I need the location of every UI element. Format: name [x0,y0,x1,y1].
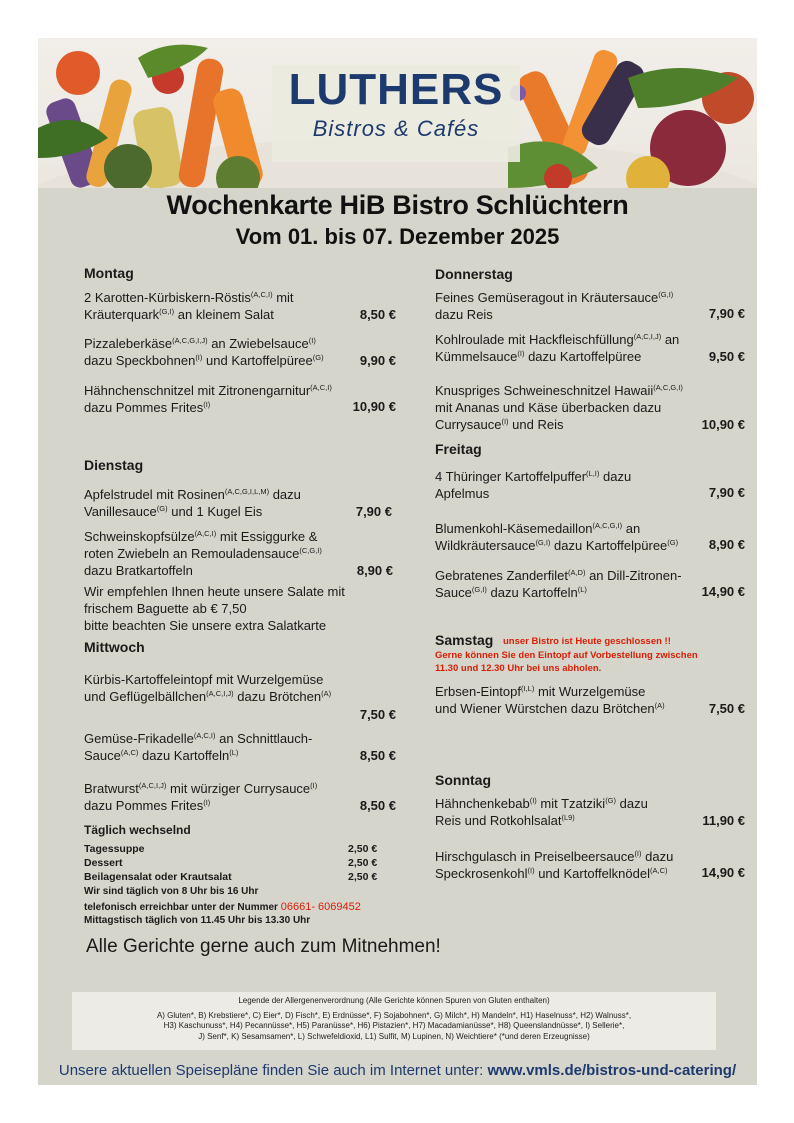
dish-dienstag-2: Schweinskopfsülze$^{(A,C,I)}$ mit Essiggurke & roten Zwiebeln an Remouladensauce$^{(C,G,I)}$ dazu Bratkartoffeln [84,529,322,578]
day-heading-samstag: Samstag [435,632,494,648]
lunch-hours: Mittagstisch täglich von 11.45 Uhr bis 13.30 Uhr [84,915,311,926]
day-heading-freitag: Freitag [435,441,482,457]
price-donnerstag-1: 7,90 € [708,306,745,321]
dish-freitag-3: Gebratenes Zanderfilet$^{(A,D)}$ an Dill-Zitronen- Sauce$^{(G,I)}$ dazu Kartoffeln$^{(L)}$ [435,568,682,600]
preorder-note-2: 11.30 und 12.30 Uhr bei uns abholen. [435,663,602,674]
price-samstag-1: 7,50 € [708,701,745,716]
day-heading-mittwoch: Mittwoch [84,639,145,655]
legend-line-1: A) Gluten*, B) Krebstiere*, C) Eier*, D) Fisch*, E) Erdnüsse*, F) Sojabohnen*, G) Milch*, H) Mandeln*, H1) Haselnuss*, H2) Walnuss*, [156,1010,632,1020]
footer-link[interactable]: www.vmls.de/bistros-und-catering/ [487,1062,737,1079]
hero-food-image [38,38,757,188]
logo-sub: Bistros & Cafés [312,116,480,141]
dish-montag-2: Pizzaleberkäse$^{(A,C,G,I,J)}$ an Zwiebelsauce$^{(I)}$ dazu Speckbohnen$^{(I)}$ und Kartoffelpüree$^{(G)}$ [84,336,324,368]
logo-main: LUTHERS [288,65,504,114]
dish-sonntag-1: Hähnchenkebab$^{(I)}$ mit Tzatziki$^{(G)}$ dazu Reis und Rotkohlsalat$^{(L9)}$ [435,796,648,828]
dish-freitag-1: 4 Thüringer Kartoffelpuffer$^{(L,I)}$ dazu Apfelmus [435,469,632,501]
price-freitag-1: 7,90 € [708,485,745,500]
takeaway-note: Alle Gerichte gerne auch zum Mitnehmen! [86,936,441,957]
dish-freitag-2: Blumenkohl-Käsemedaillon$^{(A,C,G,I)}$ an Wildkräutersauce$^{(G,I)}$ dazu Kartoffelpüree$^{(G)}$ [435,521,679,553]
price-mittwoch-3: 8,50 € [359,798,396,813]
daily-price-1: 2,50 € [348,843,378,855]
daily-price-3: 2,50 € [348,871,378,883]
daily-item-3: Beilagensalat oder Krautsalat [84,871,232,883]
footer [38,1062,757,1079]
day-heading-montag: Montag [84,265,134,281]
opening-hours: Wir sind täglich von 8 Uhr bis 16 Uhr [84,886,259,897]
legend-line-2: H3) Kaschunuss*, H4) Pecannüsse*, H5) Paranüsse*, H6) Pistazien*, H7) Macadamianüsse*, H8) Queenslandnüsse*, I) Sellerie*, [163,1021,625,1030]
dish-donnerstag-3: Knuspriges Schweineschnitzel Hawaii$^{(A,C,G,I)}$ mit Ananas und Käse überbacken dazu Currysauce$^{(I)}$ und Reis [435,383,683,432]
price-montag-3: 10,90 € [352,399,396,414]
price-donnerstag-2: 9,50 € [708,349,745,364]
dish-mittwoch-1: Kürbis-Kartoffeleintopf mit Wurzelgemüse und Geflügelbällchen$^{(A,C,I,J)}$ dazu Brötchen$^{(A)}$ [84,672,332,704]
price-dienstag-1: 7,90 € [355,504,392,519]
price-mittwoch-1: 7,50 € [359,707,396,722]
price-freitag-2: 8,90 € [708,537,745,552]
price-donnerstag-3: 10,90 € [701,417,745,432]
phone-line: telefonisch erreichbar unter der Nummer 06661- 6069452 [84,901,361,913]
dish-sonntag-2: Hirschgulasch in Preiselbeersauce$^{(I)}$ dazu Speckrosenkohl$^{(I)}$ und Kartoffelknödel$^{(A,C)}$ [435,849,674,881]
daily-item-1: Tagessuppe [84,843,145,855]
salad-recommendation: Wir empfehlen Ihnen heute unsere Salate mit frischem Baguette ab € 7,50 bitte beachten Sie unsere extra Salatkarte [84,584,345,633]
dish-mittwoch-3: Bratwurst$^{(A,C,I,J)}$ mit würziger Currysauce$^{(I)}$ dazu Pommes Frites$^{(I)}$ [84,781,318,813]
dish-montag-1: 2 Karotten-Kürbiskern-Röstis$^{(A,C,I)}$ mit Kräuterquark$^{(G,I)}$ an kleinem Salat [84,290,294,322]
price-freitag-3: 14,90 € [701,584,745,599]
dish-samstag-1: Erbsen-Eintopf$^{(I,L)}$ mit Wurzelgemüse und Wiener Würstchen dazu Brötchen$^{(A)}$ [435,684,665,716]
logo [272,65,520,162]
dish-donnerstag-2: Kohlroulade mit Hackfleischfüllung$^{(A,C,I,J)}$ an Kümmelsauce$^{(I)}$ dazu Kartoffelpüree [435,332,680,364]
page-subtitle: Vom 01. bis 07. Dezember 2025 [235,224,560,249]
price-montag-1: 8,50 € [359,307,396,322]
phone-number[interactable]: 06661- 6069452 [280,901,361,913]
closed-notice: unser Bistro ist Heute geschlossen !! [503,636,671,647]
dish-donnerstag-1: Feines Gemüseragout in Kräutersauce$^{(G,I)}$ dazu Reis [435,290,674,322]
day-heading-dienstag: Dienstag [84,457,144,473]
daily-item-2: Dessert [84,857,123,869]
price-sonntag-2: 14,90 € [701,865,745,880]
dish-mittwoch-2: Gemüse-Frikadelle$^{(A,C,I)}$ an Schnittlauch- Sauce$^{(A,C)}$ dazu Kartoffeln$^{(L)}$ [84,731,313,763]
legend-line-3: J) Senf*, K) Sesamsamen*, L) Schwefeldioxid, L1) Sulfit, M) Lupinen, N) Weichtiere* (*und deren Erzeugnisse) [198,1031,590,1041]
footer-text: Unsere aktuellen Speisepläne finden Sie auch im Internet unter: [58,1062,488,1079]
dish-dienstag-1: Apfelstrudel mit Rosinen$^{(A,C,G,I,L,M)}$ dazu Vanillesauce$^{(G)}$ und 1 Kugel Eis [84,487,301,519]
price-dienstag-2: 8,90 € [356,563,393,578]
page-title: Wochenkarte HiB Bistro Schlüchtern [166,190,629,220]
price-montag-2: 9,90 € [359,353,396,368]
daily-heading: Täglich wechselnd [84,823,191,837]
preorder-note-1: Gerne können Sie den Eintopf auf Vorbestellung zwischen [435,650,698,661]
legend-title: Legende der Allergenenverordnung (Alle Gerichte können Spuren von Gluten enthalten) [238,996,550,1005]
allergen-legend [72,992,716,1050]
day-heading-sonntag: Sonntag [435,772,491,788]
day-heading-donnerstag: Donnerstag [435,266,513,282]
menu-sheet [38,38,757,1085]
price-mittwoch-2: 8,50 € [359,748,396,763]
dish-montag-3: Hähnchenschnitzel mit Zitronengarnitur$^{(A,C,I)}$ dazu Pommes Frites$^{(I)}$ [84,383,332,415]
daily-price-2: 2,50 € [348,857,378,869]
price-sonntag-1: 11,90 € [702,813,745,828]
